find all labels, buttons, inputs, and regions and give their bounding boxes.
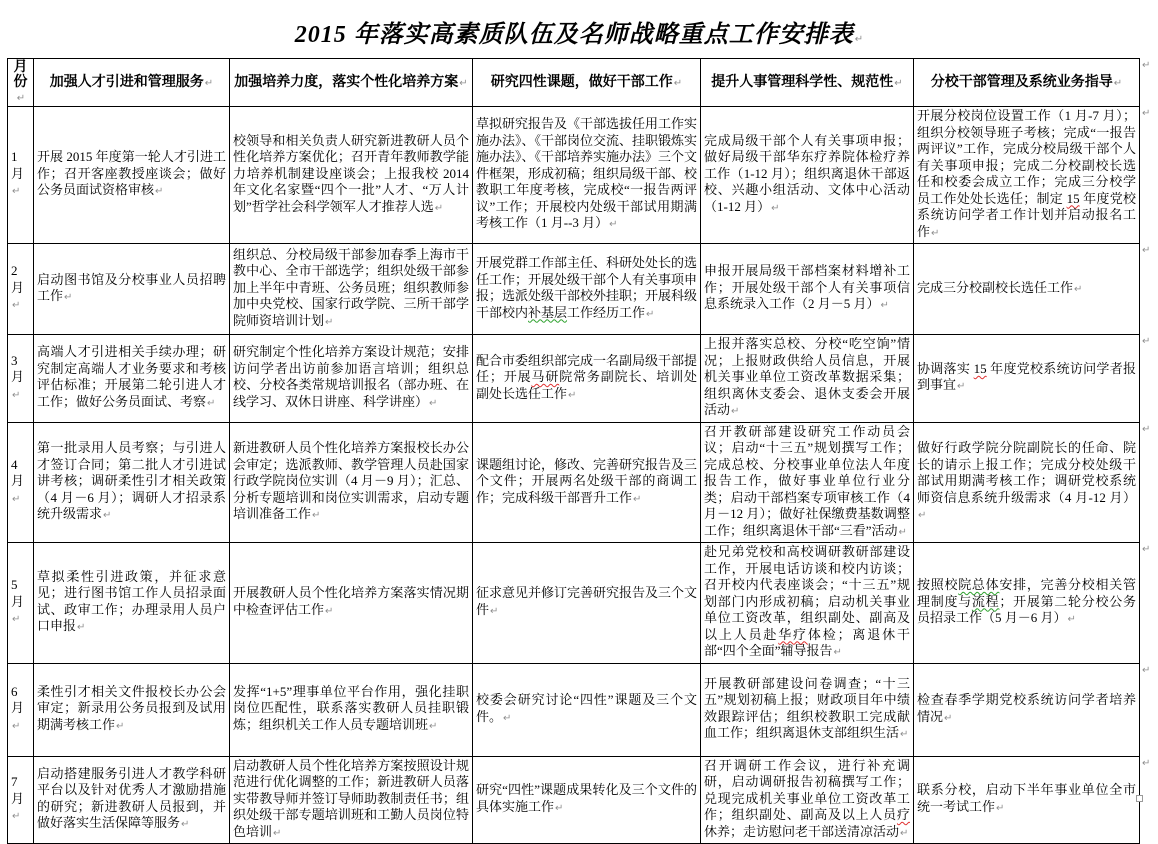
task-cell <box>914 422 1140 543</box>
month-label: 月 <box>11 165 25 181</box>
row-end-paragraph-mark: ↵ <box>1142 758 1151 769</box>
header-row <box>8 59 1140 107</box>
spellcheck-flagged-text: 华疗 <box>778 626 808 642</box>
paragraph-mark: ↵ <box>555 802 564 814</box>
month-label: 2 <box>11 263 18 279</box>
task-cell <box>230 543 473 664</box>
cell-text: 完成三分校副校长选任工作 <box>917 279 1074 295</box>
cell-text: 体检；离退休干部“四个全面”辅导报告 <box>704 626 910 658</box>
task-cell <box>230 663 473 756</box>
cell-text: 上报并落实总校、分校“吃空饷”情况；上报财政供给人员信息，开展机关事业单位工资改革数据采集；组织离休支委会、退休支委会开展活动 <box>704 336 910 417</box>
spellcheck-flagged-text: 马研 <box>531 369 560 384</box>
cell-text: 高端人才引进相关手续办理；研究制定高端人才业务要求和考核评估标准；开展第二轮引进人才工作；做好公务员面试、考察 <box>37 344 226 409</box>
month-cell <box>8 335 34 423</box>
task-cell <box>34 663 230 756</box>
task-cell <box>701 422 914 543</box>
paragraph-mark: ↵ <box>155 186 164 198</box>
paragraph-mark: ↵ <box>12 720 21 732</box>
cell-text: 组织总、分校局级干部参加春季上海市干教中心、全市干部选学；组织处级干部参加上半年中青班、公务员班；组织教师参加中央党校、国家行政学院、三所干部学院师资培训计划 <box>233 246 469 328</box>
paragraph-mark: ↵ <box>900 729 909 740</box>
cell-text: 课题组讨论，修改、完善研究报告及三个文件；开展两名处级干部的商调工作；完成科级干部晋升工作 <box>476 456 698 505</box>
cell-text: 新进教研人员个性化培养方案报校长办公会审定；选派教师、教学管理人员赴国家行政学院岗位实训（4 月－9 月）；汇总、分析专题培训和岗位实训需求，启动专题培训准备工作 <box>233 440 469 521</box>
row-end-paragraph-mark: ↵ <box>1142 108 1151 119</box>
month-label: 月 <box>11 369 25 384</box>
paragraph-mark: ↵ <box>1113 78 1123 89</box>
month-cell <box>8 543 34 664</box>
task-cell <box>914 543 1140 664</box>
page-title-text: 2015 年落实高素质队伍及名师战略重点工作安排表 <box>294 22 854 48</box>
month-label: 5 <box>11 577 18 592</box>
paragraph-mark: ↵ <box>833 647 842 658</box>
task-cell <box>473 107 701 244</box>
task-cell <box>473 244 701 335</box>
task-cell <box>914 244 1140 335</box>
paragraph-mark: ↵ <box>12 389 21 401</box>
cell-text: 开展教研部建设问卷调查；“十三五”规划初稿上报；财政项目年中绩效跟踪评估；组织校教职工完成献血工作；组织离退休支部组织生活 <box>704 675 910 740</box>
row-end-paragraph-mark: ↵ <box>1142 424 1151 435</box>
task-cell <box>230 335 473 423</box>
page-title <box>0 14 1158 49</box>
paragraph-mark: ↵ <box>434 202 444 214</box>
paragraph-mark: ↵ <box>996 802 1005 814</box>
task-cell <box>34 756 230 844</box>
paragraph-mark: ↵ <box>12 186 21 198</box>
spellcheck-flagged-text: 补基层 <box>528 304 568 320</box>
paragraph-mark: ↵ <box>12 300 21 312</box>
paragraph-mark: ↵ <box>207 397 216 409</box>
cell-text: 召开教研部建设研究工作动员会议；启动“十三五”规划撰写工作；完成总校、分校事业单位法人年度报告工作，做好事业单位行业分类；启动干部档案专项审核工作（4 月－12 月）；做好社保缴费基数调整工作；组织离退休干部“三看”活动 <box>704 423 910 538</box>
paragraph-mark: ↵ <box>880 300 889 312</box>
month-label: 月 <box>11 279 25 295</box>
paragraph-mark: ↵ <box>490 605 499 617</box>
column-header-text: 加强培养力度，落实个性化培养方案 <box>234 73 459 89</box>
month-cell <box>8 422 34 543</box>
paragraph-mark: ↵ <box>894 78 903 89</box>
task-cell <box>34 422 230 543</box>
cell-text: 研究制定个性化培养方案设计规范；安排访问学者出访前参加语言培训；组织总校、分校各类常规培训报名（部办班、在线学习、双休日讲座、科学讲座） <box>233 344 469 409</box>
task-cell <box>34 107 230 244</box>
table-row <box>8 422 1140 543</box>
cell-text: 检查春季学期党校系统访问学者培养情况 <box>917 692 1136 724</box>
paragraph-mark: ↵ <box>312 510 321 521</box>
paragraph-mark: ↵ <box>12 614 21 625</box>
task-cell <box>914 107 1140 244</box>
task-cell <box>914 335 1140 423</box>
paragraph-mark: ↵ <box>116 720 125 732</box>
cell-text: 申报开展局级干部档案材料增补工作；开展处级干部个人有关事项信息系统录入工作（2 月－5 月） <box>704 263 910 312</box>
cell-text: 启动搭建服务引进人才教学科研平台以及针对优秀人才激励措施的研究；新进教研人员报到，并做好落实生活保障等服务 <box>37 765 226 831</box>
cell-text: 开展 2015 年度第一轮人才引进工作；召开客座教授座谈会；做好公务员面试资格审核 <box>37 149 226 198</box>
table-row <box>8 107 1140 244</box>
month-label: 7 <box>11 774 18 789</box>
paragraph-mark: ↵ <box>12 493 21 505</box>
work-table <box>7 58 1140 844</box>
month-cell <box>8 244 34 335</box>
month-label: 月 <box>11 593 25 609</box>
cell-text: 启动教研人员个性化培养方案按照设计规范进行优化调整的工作；新进教研人员落实带教导师并签订导师助教制责任书；组织处级干部专题培训班和工勤人员岗位特色培训 <box>233 757 469 839</box>
paragraph-mark: ↵ <box>957 381 966 393</box>
spellcheck-flagged-text: 15 <box>1066 190 1080 206</box>
table-row <box>8 756 1140 844</box>
paragraph-mark: ↵ <box>77 622 86 634</box>
cell-text: 院常务副院长、培训处副处长选任工作 <box>476 369 697 401</box>
task-cell <box>914 756 1140 844</box>
column-header <box>34 59 230 107</box>
paragraph-mark: ↵ <box>429 720 438 732</box>
cell-text: 研究“四性”课题成果转化及三个文件的具体实施工作 <box>476 782 697 814</box>
paragraph-mark: ↵ <box>1067 614 1076 625</box>
cell-text: 草拟柔性引进政策，并征求意见；进行图书馆工作人员招录面试、政审工作；办理录用人员户口申报 <box>37 568 226 634</box>
cell-text: 年度党校系统访问学者工作计划并启动报名工作 <box>917 190 1136 239</box>
paragraph-mark: ↵ <box>459 78 468 89</box>
month-label: 月 <box>11 473 25 488</box>
task-cell <box>701 335 914 423</box>
cell-text: 安排，完善分校相关管理制度与 <box>917 577 1136 609</box>
paragraph-mark: ↵ <box>181 819 190 831</box>
paragraph-mark: ↵ <box>931 227 940 239</box>
task-cell <box>701 756 914 844</box>
cell-text: 发挥“1+5”理事单位平台作用，强化挂职岗位匹配性，联系落实教研人员挂职锻炼；组织机关工作人员专题培训班 <box>233 683 469 732</box>
cell-text: 联系分校，启动下半年事业单位全市统一考试工作 <box>917 782 1136 814</box>
task-cell <box>230 422 473 543</box>
month-label: 月 <box>11 700 25 716</box>
paragraph-mark: ↵ <box>898 526 907 538</box>
paragraph-mark: ↵ <box>273 827 282 839</box>
spellcheck-flagged-text: 15 <box>973 360 987 376</box>
paragraph-mark: ↵ <box>325 605 334 617</box>
month-label: 6 <box>11 683 18 699</box>
column-header-text: 研究四性课题，做好干部工作 <box>490 73 673 89</box>
table-header <box>8 59 1140 107</box>
cell-text: 休养；走访慰问老干部送清凉活动 <box>704 823 900 839</box>
task-cell <box>473 422 701 543</box>
task-cell <box>701 543 914 664</box>
paragraph-mark: ↵ <box>64 292 73 303</box>
cell-text: 第一批录用人员考察；与引进人才签订合同；第二批人才引进试讲考核；调研柔性引才相关政策（4 月－6 月）；调研人才招录系统升级需求 <box>37 440 226 521</box>
month-cell <box>8 756 34 844</box>
paragraph-mark: ↵ <box>854 34 864 45</box>
table-row <box>8 663 1140 756</box>
cell-text: 配合市委组织部完成一名副局级干部提任；开展 <box>476 352 698 384</box>
paragraph-mark: ↵ <box>16 93 26 104</box>
paragraph-mark: ↵ <box>633 493 642 505</box>
paragraph-mark: ↵ <box>771 202 780 214</box>
paragraph-mark: ↵ <box>103 510 112 521</box>
cell-text: 征求意见并修订完善研究报告及三个文件 <box>476 585 698 617</box>
cell-text: 做好行政学院分院副院长的任命、院长的请示上报工作；完成分校处级干部试用期满考核工作；调研党校系统师资信息系统升级需求（4 月-12 月） <box>917 440 1136 505</box>
task-cell <box>473 756 701 844</box>
column-header-text: 份 <box>13 73 28 89</box>
cell-text: 草拟研究报告及《干部选拔任用工作实施办法》、《干部岗位交流、挂职锻炼实施办法》、《干部培养实施办法》三个文件框架，形成初稿；组织局级干部、校教职工年度考核，完成校“一报告两评议”工作；开展校内处级干部试用期满考核工作（1 月--3 月） <box>476 116 698 231</box>
paragraph-mark: ↵ <box>12 811 21 822</box>
column-header <box>473 59 701 107</box>
paragraph-mark: ↵ <box>204 78 214 89</box>
column-header <box>230 59 473 107</box>
paragraph-mark: ↵ <box>568 389 577 401</box>
paragraph-mark: ↵ <box>609 219 618 231</box>
month-label: 4 <box>11 456 18 472</box>
spellcheck-flagged-text: 院总体 <box>958 577 1000 592</box>
cell-text: 协调落实 <box>917 360 974 376</box>
paragraph-mark: ↵ <box>429 397 438 409</box>
paragraph-mark: ↵ <box>673 78 683 89</box>
task-cell <box>701 663 914 756</box>
column-header <box>701 59 914 107</box>
month-label: 3 <box>11 352 18 368</box>
column-header <box>8 59 34 107</box>
task-cell <box>914 663 1140 756</box>
cell-text: 柔性引才相关文件报校长办公会审定；新录用公务员报到及试用期满考核工作 <box>37 683 226 732</box>
column-header-text: 分校干部管理及系统业务指导 <box>930 73 1113 89</box>
cell-text: 召开调研工作会议，进行补充调研，启动调研报告初稿撰写工作；兑现完成机关事业单位工资改革工作；组织副处、副高及以上人员 <box>704 757 910 822</box>
task-cell <box>473 663 701 756</box>
column-header <box>914 59 1140 107</box>
paragraph-mark: ↵ <box>646 308 655 320</box>
month-cell <box>8 107 34 244</box>
month-label: 月 <box>11 790 25 806</box>
task-cell <box>230 756 473 844</box>
paragraph-mark: ↵ <box>325 316 334 328</box>
task-cell <box>34 543 230 664</box>
table-row <box>8 335 1140 423</box>
paragraph-mark: ↵ <box>900 827 909 839</box>
cell-text: 开展分校岗位设置工作（1 月-7 月）；组织分校领导班子考核；完成“一报告两评议”工作，完成分校局级干部个人有关事项申报；完成二分校副校长选任和校委会成立工作；完成三分校学员工作处处长选任；制定 <box>917 108 1136 206</box>
task-cell <box>701 244 914 335</box>
cell-text: 启动图书馆及分校事业人员招聘工作 <box>37 271 226 303</box>
column-header-text: 加强人才引进和管理服务 <box>49 73 204 89</box>
task-cell <box>34 244 230 335</box>
column-header-text: 月 <box>13 58 28 74</box>
cell-text: 校领导和相关负责人研究新进教研人员个性化培养方案优化；召开青年教师教学能力培养机制建设座谈会；上报我校 2014 年文化名家暨“四个一批”人才、“万人计划”哲学社会科学领军人才推荐人选 <box>233 132 469 214</box>
cell-text: 赴兄弟党校和高校调研教研部建设工作，开展电话访谈和校内访谈；召开校内代表座谈会；“十三五”规划部门内形成初稿；启动机关事业单位工资改革，组织副处、副高及以上人员赴 <box>704 544 910 642</box>
cell-text: 工作经历工作 <box>567 304 646 320</box>
row-end-paragraph-mark: ↵ <box>1142 665 1151 676</box>
row-end-paragraph-mark: ↵ <box>1142 60 1151 71</box>
table-row <box>8 244 1140 335</box>
cell-text: 按照校 <box>917 577 959 592</box>
cell-text: 开展教研人员个性化培养方案落实情况期中检查评估工作 <box>233 585 469 617</box>
cell-text: 校委会研究讨论“四性”课题及三个文件。 <box>476 692 697 724</box>
paragraph-mark: ↵ <box>944 712 953 724</box>
task-cell <box>473 543 701 664</box>
spellcheck-flagged-text: 疗 <box>896 807 910 822</box>
task-cell <box>230 107 473 244</box>
table-body <box>8 107 1140 844</box>
table-row <box>8 543 1140 664</box>
paragraph-mark: ↵ <box>918 510 927 521</box>
task-cell <box>34 335 230 423</box>
paragraph-mark: ↵ <box>731 406 740 417</box>
cell-text: 完成局级干部个人有关事项申报；做好局级干部华东疗养院体检疗养工作（1-12 月）；组织离退休干部返校、兴趣小组活动、文体中心活动（1-12 月） <box>704 132 910 214</box>
month-label: 1 <box>11 149 18 165</box>
column-header-text: 提升人事管理科学性、规范性 <box>711 73 894 89</box>
cell-text: 年度党校系统访问学者报到事宜 <box>917 360 1136 393</box>
month-cell <box>8 663 34 756</box>
cell-text: 开展党群工作部主任、科研处处长的选任工作；开展处级干部个人有关事项申报；选派处级干部校外挂职；开展科级干部校内 <box>476 255 698 320</box>
paragraph-mark: ↵ <box>1074 283 1083 295</box>
cell-text: ；开展第二轮分校公务员招录工作（5 月－6 月） <box>917 593 1136 625</box>
row-end-paragraph-mark: ↵ <box>1142 544 1151 555</box>
task-cell <box>701 107 914 244</box>
spellcheck-flagged-text: 流程 <box>971 593 1000 609</box>
row-end-paragraph-mark: ↵ <box>1142 245 1151 256</box>
row-end-paragraph-mark: ↵ <box>1142 336 1151 347</box>
paragraph-mark: ↵ <box>503 712 512 724</box>
task-cell <box>473 335 701 423</box>
end-of-table-marker <box>1136 795 1143 802</box>
task-cell <box>230 244 473 335</box>
